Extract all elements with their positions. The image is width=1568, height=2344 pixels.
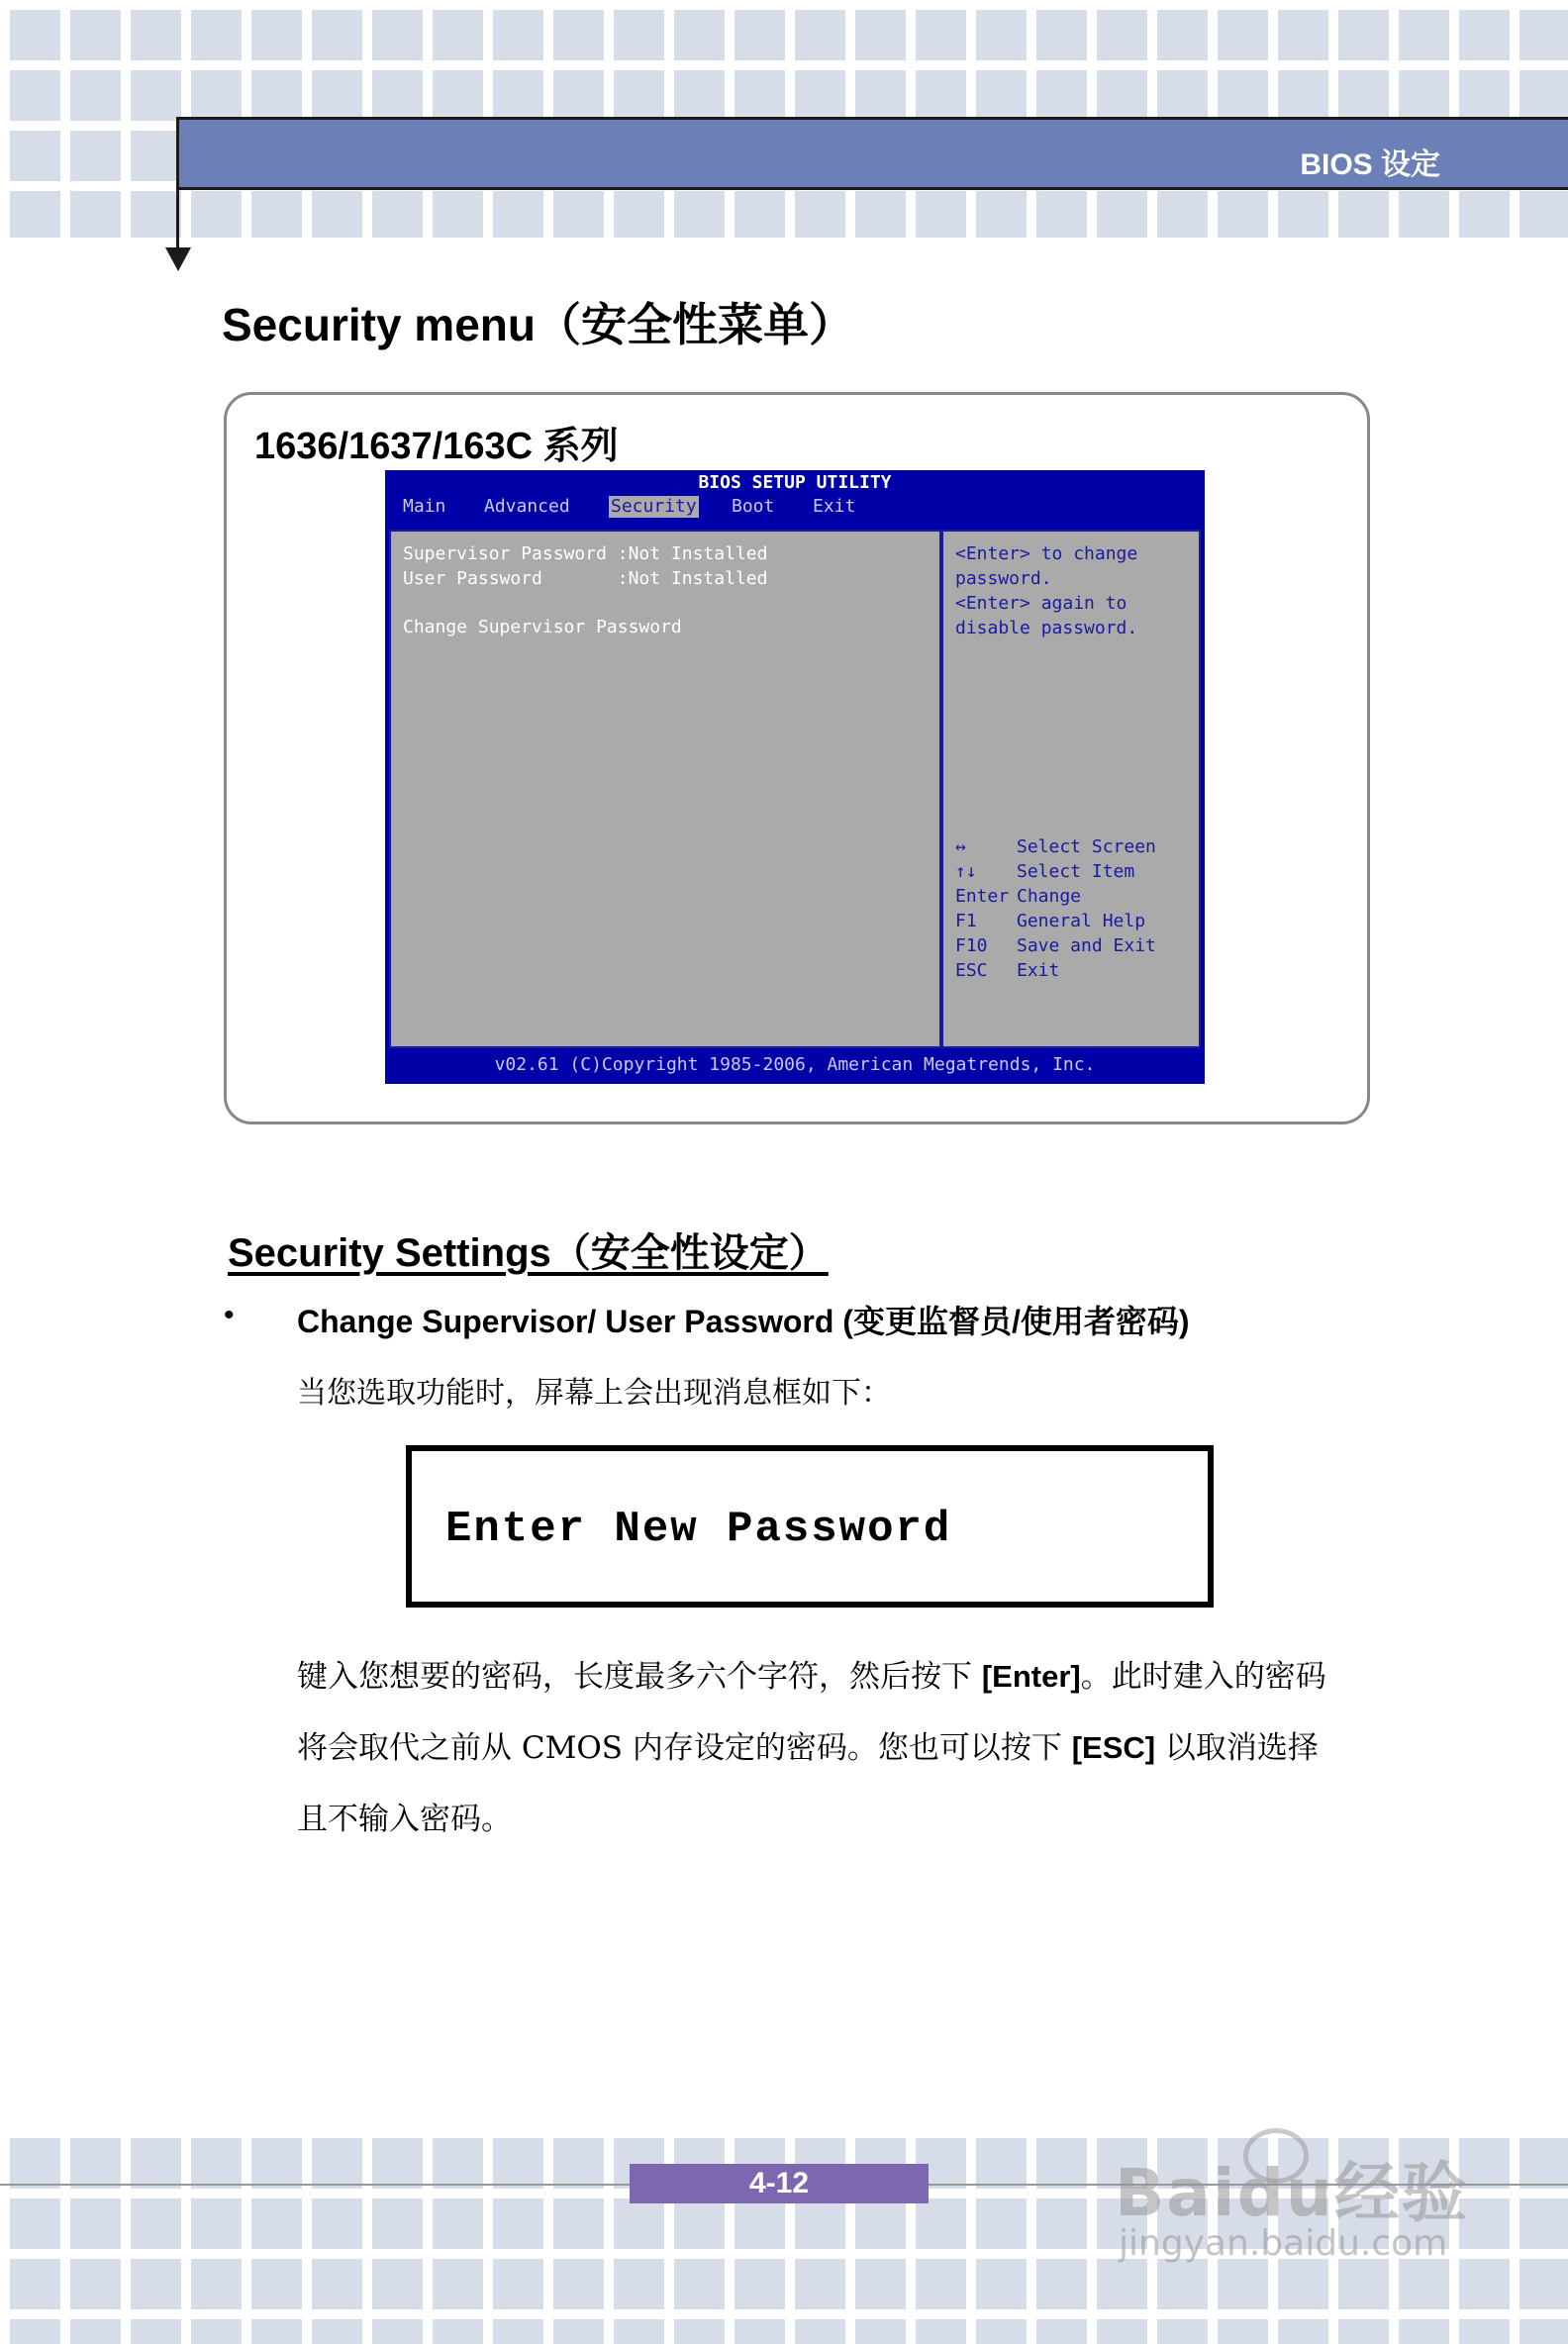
bios-help-line: disable password.: [955, 618, 1138, 638]
bios-key-f1: F1: [955, 911, 977, 931]
bios-key-enter: Enter: [955, 886, 1010, 907]
bios-row-supervisor-password: Supervisor Password :Not Installed: [403, 543, 768, 564]
bios-help-line: <Enter> to change: [955, 543, 1138, 564]
bios-tabs: [385, 496, 1205, 520]
bios-help-line: <Enter> again to: [955, 593, 1127, 614]
password-prompt-text: Enter New Password: [445, 1505, 952, 1554]
bios-screenshot: [385, 470, 1205, 1084]
bios-title: BIOS SETUP UTILITY: [698, 472, 892, 493]
bios-tab-exit[interactable]: Exit: [813, 496, 856, 517]
bios-key-esc: ESC: [955, 960, 988, 981]
section-title: Security Settings（安全性设定）: [228, 1231, 829, 1275]
bios-key-desc: Change: [1017, 886, 1082, 907]
bios-key-desc: Select Item: [1017, 861, 1135, 882]
paragraph-line-1: [297, 1651, 1326, 1696]
arrow-down-icon: [165, 247, 191, 271]
series-panel: [224, 392, 1370, 1124]
paragraph-text: 。此时建入的密码: [1080, 1659, 1326, 1695]
paragraph-text: 键入您想要的密码，长度最多六个字符，然后按下: [297, 1659, 982, 1695]
bios-tab-security[interactable]: Security: [611, 496, 697, 517]
bios-key-desc: Exit: [1017, 960, 1060, 981]
bios-footer: v02.61 (C)Copyright 1985-2006, American Megatrends, Inc.: [494, 1054, 1096, 1075]
header-band: [176, 117, 1568, 190]
bios-tab-main[interactable]: Main: [403, 496, 446, 517]
bios-key-desc: Save and Exit: [1017, 935, 1156, 956]
header-title: BIOS 设定: [1300, 148, 1440, 181]
watermark-url: jingyan.baidu.com: [1119, 2223, 1448, 2264]
arrows-left-right-icon: ↔: [955, 836, 966, 857]
bios-tab-boot[interactable]: Boot: [732, 496, 775, 517]
paragraph-line-3: 且不输入密码。: [297, 1802, 512, 1837]
bios-help-line: password.: [955, 568, 1052, 589]
series-label: 1636/1637/163C 系列: [254, 426, 619, 467]
password-prompt-box: [406, 1445, 1214, 1608]
page-title: Security menu（安全性菜单）: [222, 299, 854, 350]
esc-key-label: [ESC]: [1071, 1730, 1156, 1765]
watermark-brand: Baidu经验: [1115, 2155, 1469, 2231]
page-number: 4-12: [630, 2164, 929, 2203]
intro-text: 当您选取功能时，屏幕上会出现消息框如下：: [297, 1376, 891, 1411]
bios-main-panel: [389, 530, 941, 1048]
arrows-up-down-icon: ↑↓: [955, 861, 977, 882]
bios-key-f10: F10: [955, 935, 988, 956]
enter-key-label: [Enter]: [981, 1659, 1081, 1694]
bullet-heading: Change Supervisor/ User Password (变更监督员/使用者密码): [297, 1304, 1190, 1339]
bios-tab-advanced[interactable]: Advanced: [484, 496, 570, 517]
watermark: [1115, 2128, 1530, 2277]
paragraph-line-2: [297, 1722, 1319, 1767]
paragraph-text: 以取消选择: [1155, 1730, 1319, 1766]
bios-row-change-supervisor-password[interactable]: Change Supervisor Password: [403, 617, 682, 637]
bios-row-user-password: User Password :Not Installed: [403, 568, 768, 589]
bios-key-desc: General Help: [1017, 911, 1146, 931]
paragraph-text: 将会取代之前从 CMOS 内存设定的密码。您也可以按下: [297, 1730, 1072, 1766]
bios-help-panel: [941, 530, 1201, 1048]
bios-key-desc: Select Screen: [1017, 836, 1156, 857]
header-line: [176, 117, 179, 250]
bullet-icon: •: [224, 1299, 235, 1331]
